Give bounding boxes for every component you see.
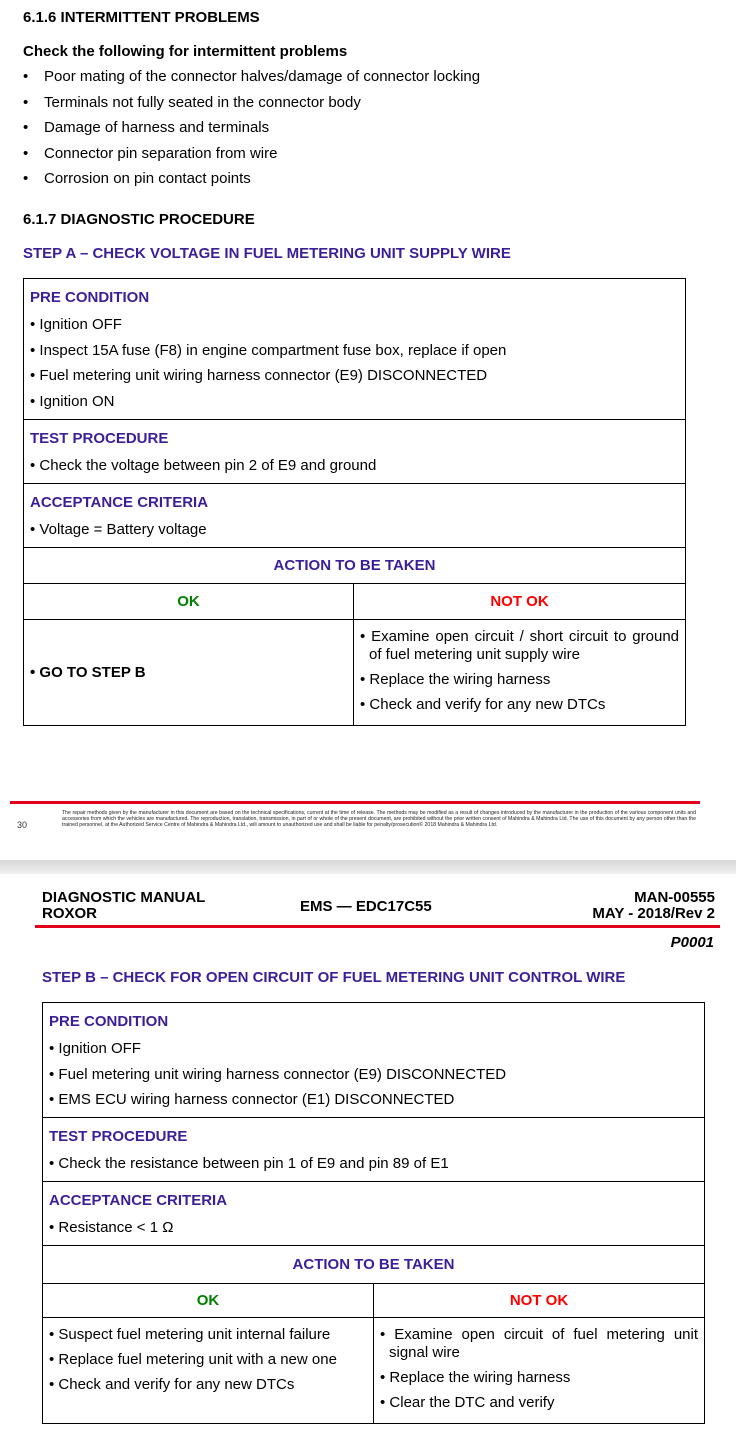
header-left — [42, 890, 205, 922]
test-procedure-section — [43, 1118, 705, 1182]
list-item: • Replace the wiring harness — [380, 1369, 571, 1386]
list-item: • Corrosion on pin contact points — [23, 166, 480, 192]
test-procedure-title: TEST PROCEDURE — [49, 1128, 188, 1145]
list-item: • Terminals not fully seated in the connector body — [23, 90, 480, 116]
acceptance-criteria-title: ACCEPTANCE CRITERIA — [49, 1192, 228, 1209]
manual-title: DIAGNOSTIC MANUAL — [42, 889, 206, 906]
not-ok-actions — [374, 1318, 705, 1424]
step-b-title: STEP B – CHECK FOR OPEN CIRCUIT OF FUEL METERING UNIT CONTROL WIRE — [42, 969, 626, 986]
header-divider — [35, 925, 720, 928]
pre-condition-title: PRE CONDITION — [49, 1013, 169, 1030]
ok-action: • GO TO STEP B — [24, 620, 354, 726]
system-name: EMS — EDC17C55 — [300, 898, 432, 915]
test-procedure-title: TEST PROCEDURE — [30, 430, 169, 447]
list-item: • Check and verify for any new DTCs — [49, 1376, 295, 1393]
not-ok-column-header: NOT OK — [374, 1284, 705, 1318]
step-a-table — [23, 278, 686, 726]
section-616-subheading: Check the following for intermittent problems — [23, 43, 348, 60]
not-ok-actions — [354, 620, 686, 726]
pre-condition-item: • Inspect 15A fuse (F8) in engine compartment fuse box, replace if open — [30, 341, 507, 359]
list-item: • Examine open circuit / short circuit to ground of fuel metering unit supply wire — [360, 628, 680, 663]
revision: MAY - 2018/Rev 2 — [592, 905, 715, 922]
list-item: • Replace the wiring harness — [360, 671, 551, 688]
test-procedure-section — [24, 420, 686, 484]
ok-actions — [43, 1318, 374, 1424]
list-item: • Suspect fuel metering unit internal failure — [49, 1326, 331, 1343]
vehicle-name: ROXOR — [42, 905, 98, 922]
page-number: 30 — [17, 820, 28, 830]
pre-condition-section — [43, 1003, 705, 1118]
pre-condition-item: • Ignition ON — [30, 392, 115, 410]
list-item: • Clear the DTC and verify — [380, 1394, 555, 1411]
list-item: • Connector pin separation from wire — [23, 141, 480, 167]
section-616-heading: 6.1.6 INTERMITTENT PROBLEMS — [23, 9, 260, 26]
ok-column-header: OK — [24, 584, 354, 620]
action-to-be-taken-header: ACTION TO BE TAKEN — [24, 548, 686, 584]
list-item: • Poor mating of the connector halves/damage of connector locking — [23, 64, 480, 90]
header-right — [592, 890, 715, 922]
ok-column-header: OK — [43, 1284, 374, 1318]
document-number: MAN-00555 — [634, 889, 715, 906]
dtc-code: P0001 — [670, 934, 714, 951]
list-item: • Examine open circuit of fuel metering unit signal wire — [380, 1326, 699, 1361]
pre-condition-item: • Fuel metering unit wiring harness connector (E9) DISCONNECTED — [49, 1065, 507, 1083]
pre-condition-item: • Ignition OFF — [49, 1040, 141, 1057]
test-procedure-item: • Check the voltage between pin 2 of E9 and ground — [30, 457, 377, 474]
pre-condition-title: PRE CONDITION — [30, 289, 150, 306]
pre-condition-item: • Fuel metering unit wiring harness connector (E9) DISCONNECTED — [30, 367, 488, 384]
footer-divider — [10, 801, 700, 804]
list-item: • Replace fuel metering unit with a new one — [49, 1351, 337, 1368]
not-ok-column-header: NOT OK — [354, 584, 686, 620]
list-item: • Damage of harness and terminals — [23, 115, 480, 141]
footer-disclaimer: The repair methods given by the manufacturer in this document are based on the technical specifications, current at the time of release. The methods may be modified as a result of changes introduced by the manufacturer in the production of the various component units and accessories from which the vehicles are manufactured. The reproduction, translation, transmission, in part of or whole of the present document, are prohibited without the prior written consent of Mahindra & Mahindra Ltd. The use of this document by any person other than the trained personnel, at the Authorized Service Centre of Mahindra & Mahindra Ltd., will amount to unauthorized use and shall be liable for penalty/prosecution© 2018 Mahindra & Mahindra Ltd. — [62, 810, 696, 828]
test-procedure-item: • Check the resistance between pin 1 of E9 and pin 89 of E1 — [49, 1155, 449, 1172]
pre-condition-item: • Ignition OFF — [30, 316, 122, 333]
pre-condition-section — [24, 279, 686, 420]
acceptance-criteria-title: ACCEPTANCE CRITERIA — [30, 494, 209, 511]
acceptance-criteria-section — [24, 484, 686, 548]
step-b-table — [42, 1002, 705, 1424]
pre-condition-item: • EMS ECU wiring harness connector (E1) DISCONNECTED — [49, 1091, 455, 1108]
list-item: • Check and verify for any new DTCs — [360, 696, 606, 713]
intermittent-check-list — [23, 64, 480, 192]
page-separator — [0, 860, 736, 874]
acceptance-criteria-section — [43, 1182, 705, 1246]
action-to-be-taken-header: ACTION TO BE TAKEN — [43, 1246, 705, 1284]
acceptance-criteria-item: • Resistance < 1 Ω — [49, 1219, 174, 1236]
acceptance-criteria-item: • Voltage = Battery voltage — [30, 521, 207, 538]
section-617-heading: 6.1.7 DIAGNOSTIC PROCEDURE — [23, 211, 255, 228]
step-a-title: STEP A – CHECK VOLTAGE IN FUEL METERING UNIT SUPPLY WIRE — [23, 245, 511, 262]
